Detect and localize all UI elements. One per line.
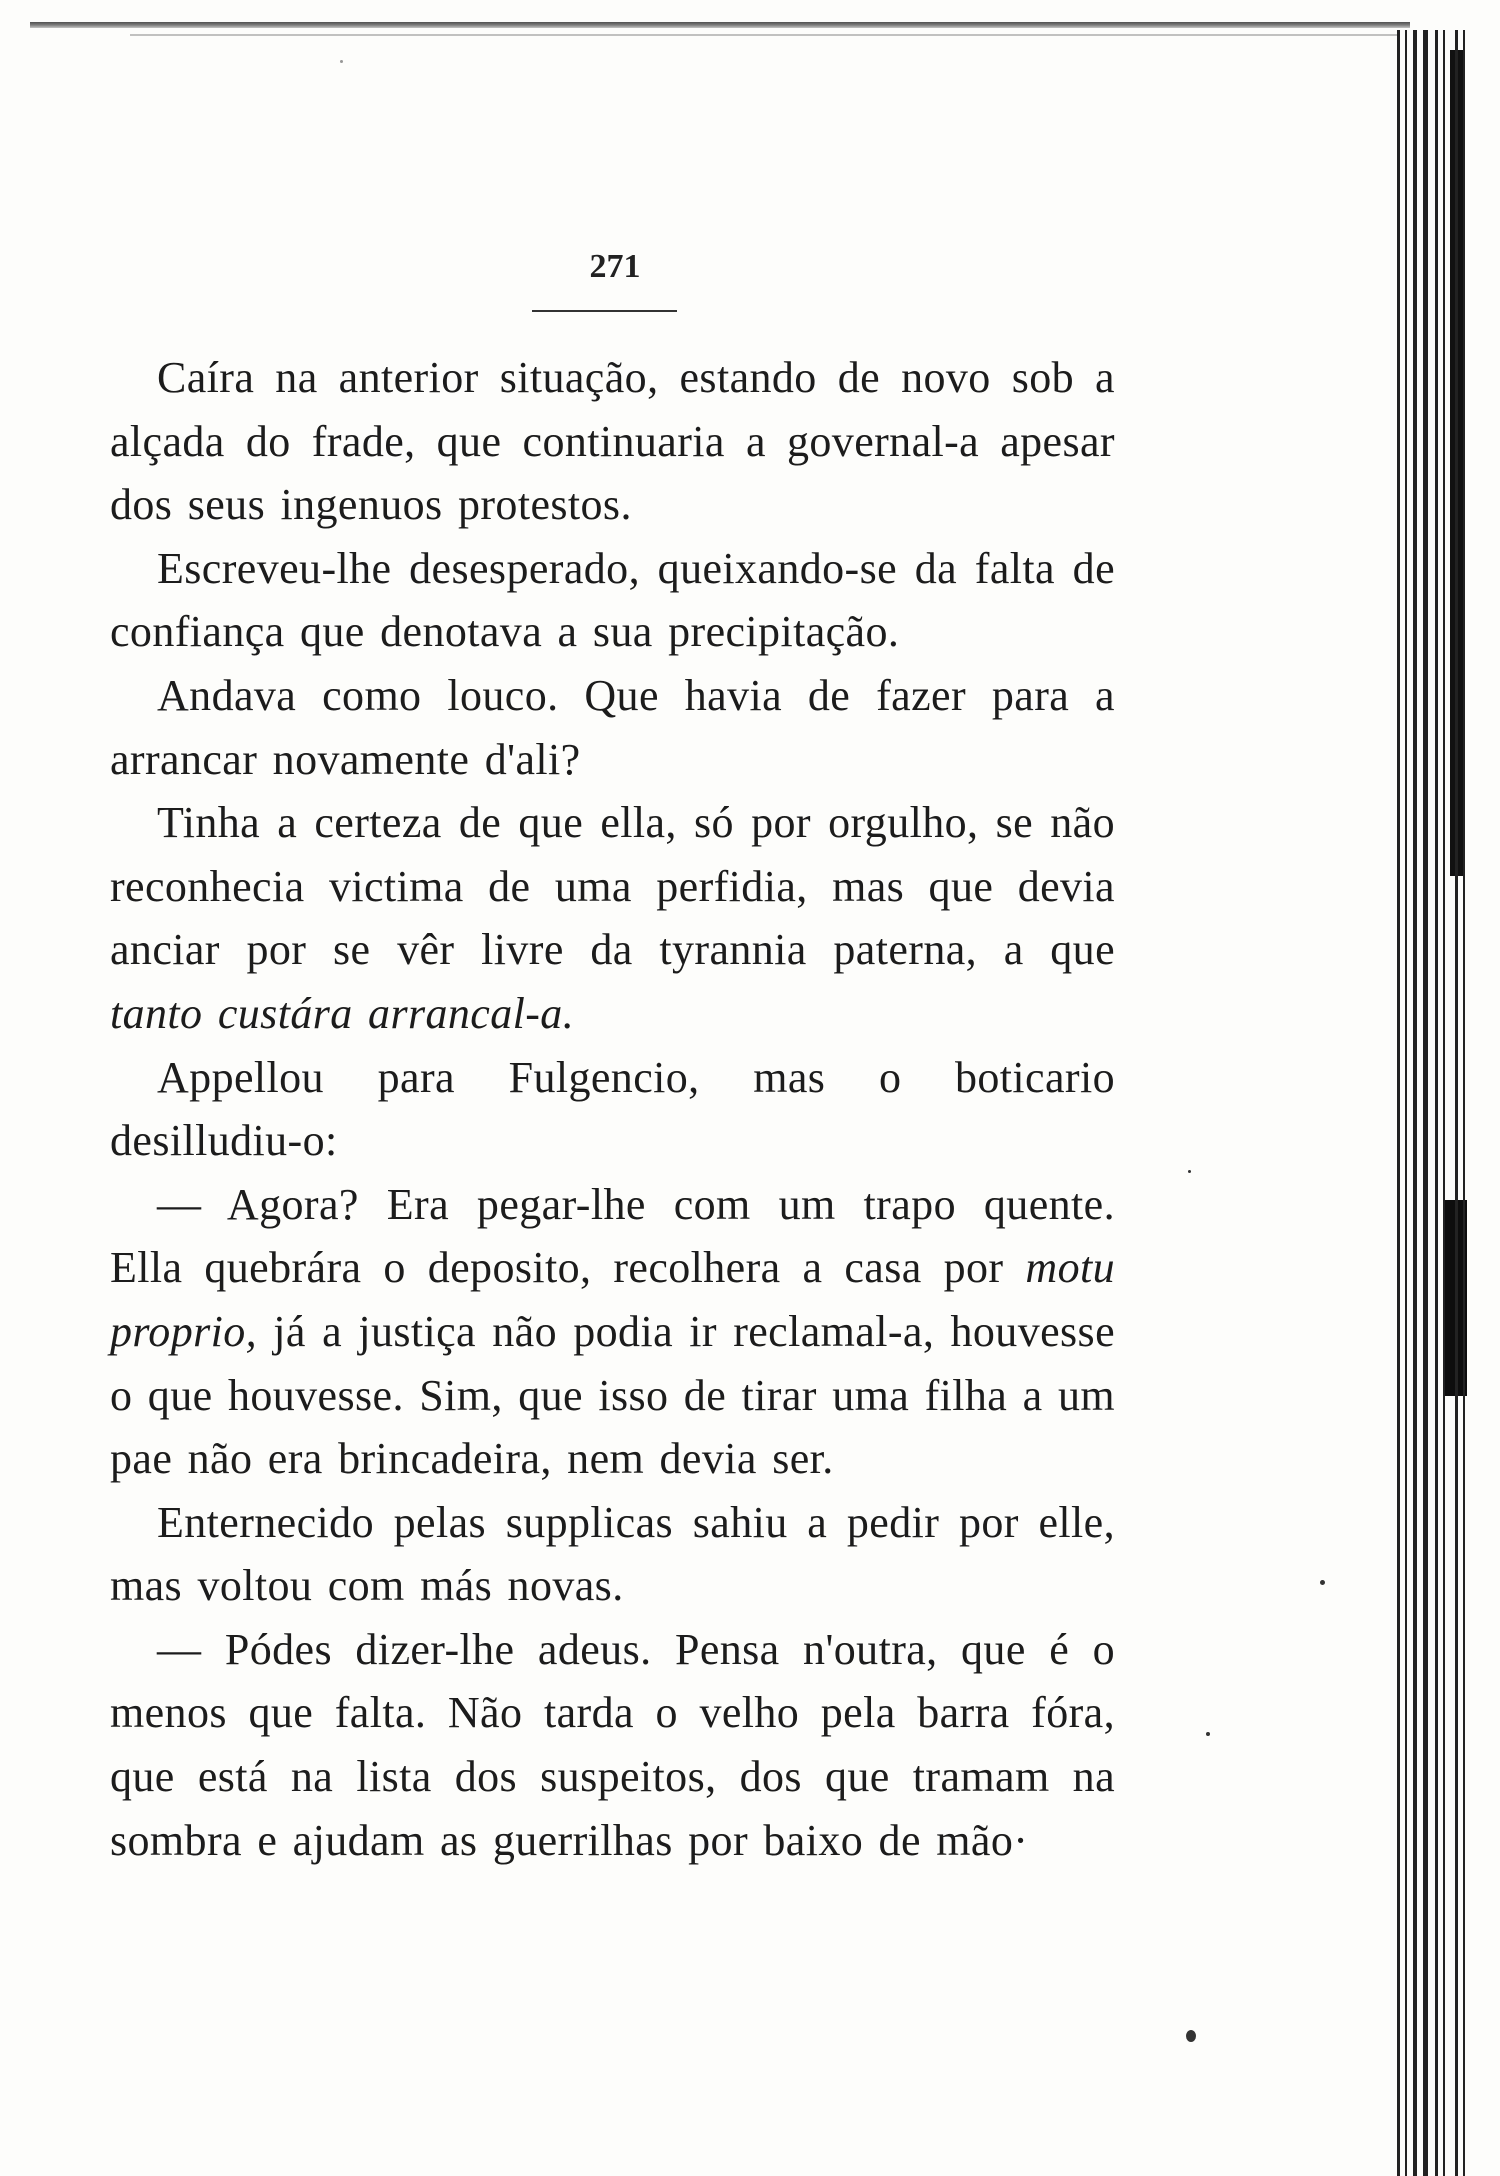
body-text xyxy=(110,346,1115,1872)
top-edge-rule xyxy=(30,22,1410,28)
paragraph xyxy=(110,1491,1115,1618)
paragraph-text: Appellou para Fulgencio, mas o boticario desilludiu-o: xyxy=(110,1052,1115,1166)
header-rule xyxy=(532,310,677,312)
paragraph xyxy=(110,1173,1115,1491)
italic-text: motu proprio, xyxy=(110,1243,1115,1356)
paragraph xyxy=(110,537,1115,664)
paragraph xyxy=(110,791,1115,1045)
paragraph-text: Tinha a certeza de que ella, só por orgulho, se não reconhecia victima de uma perfidia, mas que devia anciar por se vêr livre da tyrannia paterna, a que xyxy=(110,798,1115,975)
paragraph xyxy=(110,1046,1115,1173)
paragraph-text: Escreveu-lhe desesperado, queixando-se da falta de confiança que denotava a sua precipitação. xyxy=(110,543,1115,657)
binding-edge xyxy=(1395,30,1500,2176)
paragraph-text: — Pódes dizer-lhe adeus. Pensa n'outra, que é o menos que falta. Não tarda o velho pela barra fóra, que está na lista dos suspeitos, dos que tramam na sombra e ajudam as guerrilhas por baixo de mão· xyxy=(110,1624,1115,1865)
paragraph xyxy=(110,346,1115,537)
paragraph-text: já a justiça não podia ir reclamal-a, houvesse o que houvesse. Sim, que isso de tirar uma filha a um pae não era brincadeira, nem devia ser. xyxy=(110,1306,1115,1484)
paragraph-text: Enternecido pelas supplicas sahiu a pedir por elle, mas voltou com más novas. xyxy=(110,1497,1115,1611)
paragraph-text: Caíra na anterior situação, estando de novo sob a alçada do frade, que continuaria a governal-a apesar dos seus ingenuos protestos. xyxy=(110,353,1115,530)
paragraph-text: Andava como louco. Que havia de fazer para a arrancar novamente d'ali? xyxy=(110,670,1115,784)
paragraph xyxy=(110,1618,1115,1872)
page-number: 271 xyxy=(589,248,641,285)
paragraph xyxy=(110,664,1115,791)
italic-text: tanto custára arrancal-a. xyxy=(110,988,575,1038)
paragraph-text: — Agora? Era pegar-lhe com um trapo quente. Ella quebrára o deposito, recolhera a casa por xyxy=(110,1179,1115,1293)
top-edge-rule-faint xyxy=(130,34,1400,36)
